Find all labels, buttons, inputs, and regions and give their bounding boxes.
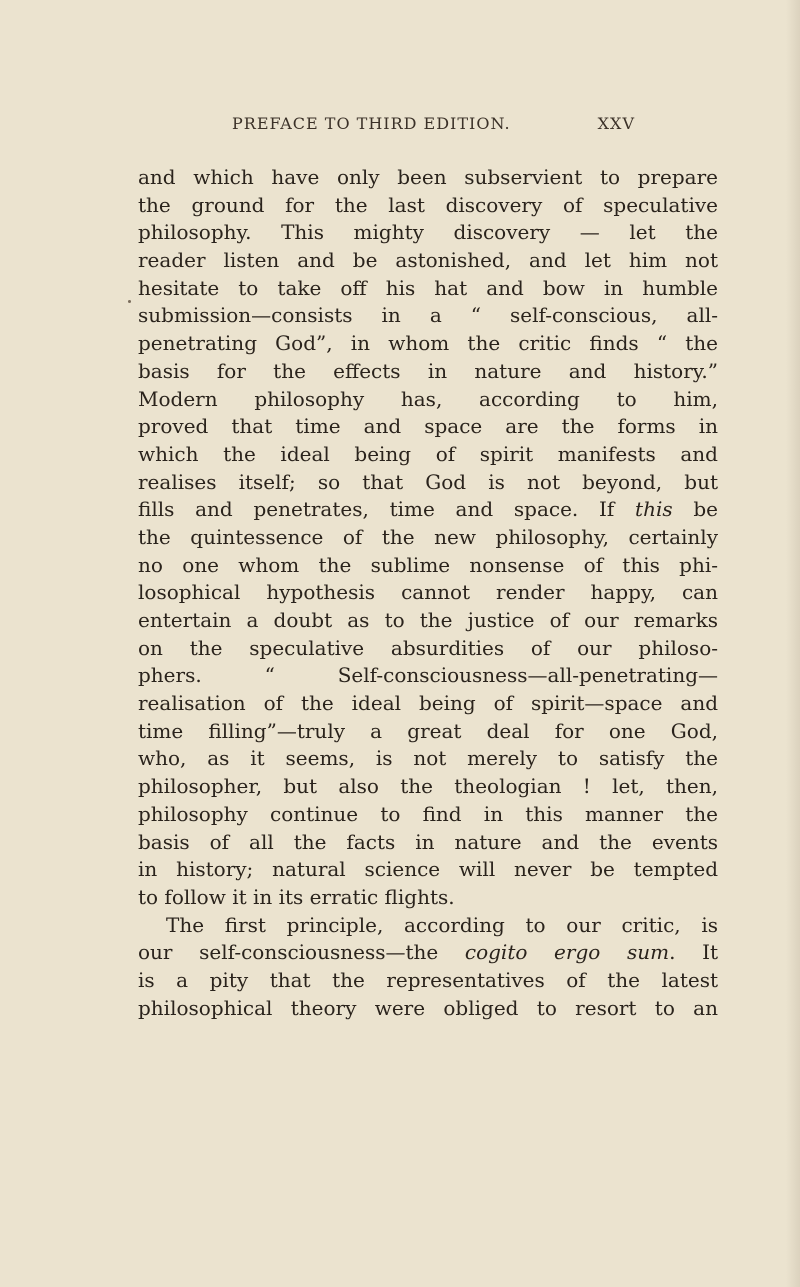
gutter-speck xyxy=(128,300,131,303)
italic-phrase: cogito ergo sum xyxy=(464,940,670,965)
running-header xyxy=(232,114,635,140)
text-line: philosophical theory were obliged to resort to an xyxy=(138,995,718,1020)
text-line: hesitate to take off his hat and bow in humble xyxy=(138,275,718,300)
page-number: XXV xyxy=(597,114,635,133)
text-line: on the speculative absurdities of our philoso- xyxy=(138,635,718,660)
text-line-paragraph-end: to follow it in its erratic flights. xyxy=(138,884,455,909)
text-line: realisation of the ideal being of spirit—space and xyxy=(138,691,718,716)
text-line: who, as it seems, is not merely to satisfy the xyxy=(138,746,718,771)
text-line: entertain a doubt as to the justice of our remarks xyxy=(138,608,718,632)
text-line: basis of all the facts in nature and the events xyxy=(138,829,718,854)
text-line: time filling”—truly a great deal for one God, xyxy=(138,718,718,743)
italic-phrase: this xyxy=(635,497,673,522)
text-line: philosophy. This mighty discovery — let the xyxy=(138,220,718,245)
text-line: phers. “ Self-consciousness—all-penetrating— xyxy=(138,663,718,688)
text-line: is a pity that the representatives of the latest xyxy=(138,967,718,992)
text-line-with-italic: our self-consciousness—the cogito ergo sum. It xyxy=(138,940,719,965)
scan-shadow-edge xyxy=(786,0,800,1287)
text-line: basis for the effects in nature and history.” xyxy=(138,358,718,383)
text-line: no one whom the sublime nonsense of this phi- xyxy=(138,552,718,577)
text-line: penetrating God”, in whom the critic finds “ the xyxy=(138,331,718,356)
text-line: reader listen and be astonished, and let him not xyxy=(138,248,718,273)
text-line: realises itself; so that God is not beyond, but xyxy=(138,469,718,494)
text-line: which the ideal being of spirit manifests and xyxy=(138,441,718,466)
text-line: the quintessence of the new philosophy, certainly xyxy=(138,524,718,549)
text-line: philosopher, but also the theologian ! let, then, xyxy=(138,774,718,799)
text-line: proved that time and space are the forms in xyxy=(138,414,718,439)
text-line: in history; natural science will never be tempted xyxy=(138,857,718,882)
text-line: philosophy continue to find in this manner the xyxy=(138,801,718,826)
text-line: and which have only been subservient to prepare xyxy=(138,165,718,189)
text-line: submission—consists in a “ self-conscious, all- xyxy=(138,303,718,328)
text-line: Modern philosophy has, according to him, xyxy=(138,386,718,411)
text-line-paragraph-start: The first principle, according to our critic, is xyxy=(166,912,718,937)
text-line: the ground for the last discovery of speculative xyxy=(138,192,718,217)
body-text xyxy=(138,164,718,1022)
text-line-with-italic: fills and penetrates, time and space. If this be xyxy=(138,497,718,522)
running-title: PREFACE TO THIRD EDITION. xyxy=(232,114,511,133)
text-line: losophical hypothesis cannot render happy, can xyxy=(138,580,718,605)
